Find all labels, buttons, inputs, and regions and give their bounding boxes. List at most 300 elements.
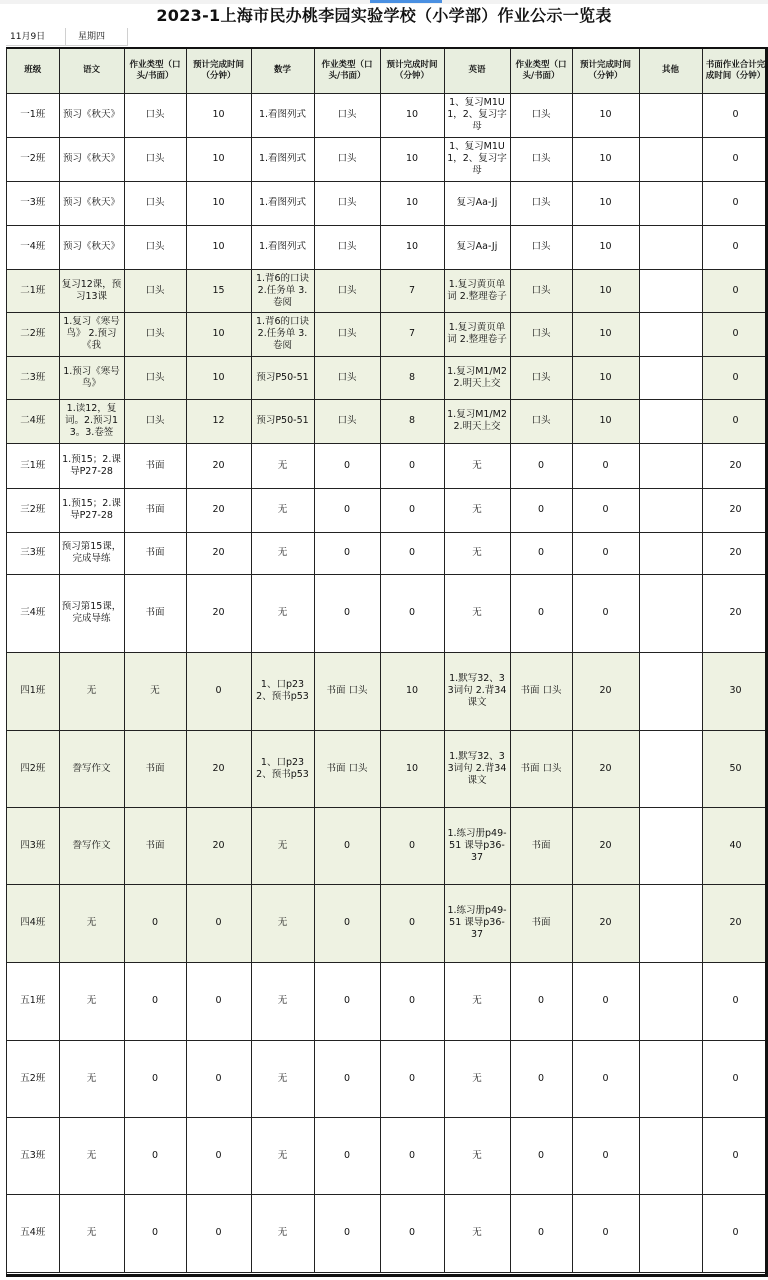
cell-text: 0 [343, 547, 351, 558]
cell-mtime[interactable] [380, 488, 444, 532]
cell-ctime[interactable] [186, 399, 251, 443]
cell-ctype[interactable] [124, 962, 186, 1040]
date-row [6, 28, 768, 46]
cell-other[interactable] [639, 399, 702, 443]
header-cell[interactable]: 其他 [639, 49, 702, 93]
cell-text: 0 [732, 1149, 739, 1161]
cell-text: 0 [537, 607, 545, 618]
cell-text: 口头 [337, 371, 357, 383]
cell-chinese[interactable] [59, 730, 124, 807]
cell-etype[interactable] [510, 730, 572, 807]
cell-chinese[interactable] [59, 574, 124, 652]
header-row [7, 49, 768, 93]
cell-ctime[interactable] [186, 93, 251, 137]
cell-ctime[interactable] [186, 532, 251, 574]
cell-english[interactable] [444, 884, 510, 962]
cell-etype[interactable] [510, 652, 572, 730]
cell-etime[interactable] [572, 93, 639, 137]
cell-etime[interactable] [572, 137, 639, 181]
cell-etype[interactable] [510, 807, 572, 884]
cell-english[interactable] [444, 399, 510, 443]
cell-other[interactable] [639, 962, 702, 1040]
header-cell[interactable]: 作业类型（口头/书面） [510, 49, 572, 93]
cell-mtype[interactable] [314, 225, 380, 269]
header-cell[interactable]: 预计完成时间（分钟） [380, 49, 444, 93]
cell-ctime[interactable] [186, 443, 251, 488]
cell-chinese[interactable] [59, 884, 124, 962]
cell-etype[interactable] [510, 269, 572, 312]
cell-etype[interactable] [510, 574, 572, 652]
cell-etype[interactable] [510, 1194, 572, 1272]
cell-text: 无 [472, 547, 482, 558]
cell-ctime[interactable] [186, 488, 251, 532]
cell-total[interactable] [702, 93, 768, 137]
cell-etime[interactable] [572, 884, 639, 962]
cell-other[interactable] [639, 269, 702, 312]
cell-mtime[interactable] [380, 443, 444, 488]
cell-etime[interactable] [572, 1194, 639, 1272]
cell-etype[interactable] [510, 181, 572, 225]
cell-other[interactable] [639, 652, 702, 730]
cell-other[interactable] [639, 181, 702, 225]
cell-ctime[interactable] [186, 225, 251, 269]
cell-ctype[interactable] [124, 269, 186, 312]
date-cell[interactable]: 11月9日 [6, 28, 66, 46]
cell-cls[interactable] [7, 399, 59, 443]
cell-mtime[interactable] [380, 807, 444, 884]
cell-english[interactable] [444, 532, 510, 574]
cell-english[interactable] [444, 225, 510, 269]
cell-text: 0 [408, 504, 416, 515]
cell-cls[interactable] [7, 730, 59, 807]
cell-cls[interactable] [7, 443, 59, 488]
cell-ctype[interactable] [124, 137, 186, 181]
cell-cls[interactable] [7, 1040, 59, 1117]
cell-total[interactable] [702, 962, 768, 1040]
cell-cls[interactable] [7, 181, 59, 225]
cell-total[interactable] [702, 574, 768, 652]
cell-chinese[interactable] [59, 1194, 124, 1272]
cell-mtype[interactable] [314, 532, 380, 574]
cell-cls[interactable] [7, 962, 59, 1040]
cell-ctype[interactable] [124, 488, 186, 532]
cell-etime[interactable] [572, 730, 639, 807]
cell-ctime[interactable] [186, 1040, 251, 1117]
cell-etime[interactable] [572, 652, 639, 730]
cell-total[interactable] [702, 1194, 768, 1272]
cell-text: 口头 [145, 328, 165, 339]
cell-total[interactable] [702, 443, 768, 488]
cell-other[interactable] [639, 93, 702, 137]
cell-mtype[interactable] [314, 399, 380, 443]
cell-cls[interactable] [7, 225, 59, 269]
cell-cls[interactable] [7, 652, 59, 730]
cell-other[interactable] [639, 1117, 702, 1194]
cell-text: 书面 [145, 762, 165, 774]
header-cell[interactable]: 作业类型（口头/书面） [124, 49, 186, 93]
cell-cls[interactable] [7, 807, 59, 884]
cell-total[interactable] [702, 1117, 768, 1194]
cell-mtype[interactable] [314, 962, 380, 1040]
cell-mtime[interactable] [380, 1194, 444, 1272]
cell-text: 0 [151, 995, 159, 1006]
cell-ctype[interactable] [124, 1040, 186, 1117]
cell-other[interactable] [639, 488, 702, 532]
cell-text: 书面 [145, 459, 165, 471]
cell-mtype[interactable] [314, 574, 380, 652]
cell-text: 1.复习《寒号鸟》 2.预习《我 [63, 316, 120, 351]
cell-chinese[interactable] [59, 399, 124, 443]
cell-total[interactable] [702, 1040, 768, 1117]
cell-etype[interactable] [510, 93, 572, 137]
cell-etime[interactable] [572, 574, 639, 652]
cell-math[interactable] [251, 807, 314, 884]
cell-text: 0 [732, 995, 739, 1006]
cell-math[interactable] [251, 962, 314, 1040]
cell-cls[interactable] [7, 312, 59, 356]
cell-etype[interactable] [510, 399, 572, 443]
cell-math[interactable] [251, 652, 314, 730]
cell-mtime[interactable] [380, 356, 444, 399]
cell-total[interactable] [702, 807, 768, 884]
cell-total[interactable] [702, 884, 768, 962]
cell-etype[interactable] [510, 962, 572, 1040]
cell-cls[interactable] [7, 356, 59, 399]
cell-english[interactable] [444, 730, 510, 807]
cell-mtype[interactable] [314, 269, 380, 312]
cell-text: 0 [343, 1149, 351, 1161]
cell-etime[interactable] [572, 269, 639, 312]
cell-other[interactable] [639, 807, 702, 884]
cell-english[interactable] [444, 652, 510, 730]
cell-math[interactable] [251, 574, 314, 652]
cell-ctime[interactable] [186, 884, 251, 962]
cell-mtype[interactable] [314, 807, 380, 884]
cell-text: 20 [212, 607, 225, 618]
cell-text: 五1班 [20, 995, 46, 1006]
cell-text: 0 [732, 197, 739, 208]
cell-text: 20 [212, 459, 225, 471]
table-row [7, 225, 768, 269]
cell-etype[interactable] [510, 884, 572, 962]
cell-cls[interactable] [7, 1194, 59, 1272]
cell-ctype[interactable] [124, 181, 186, 225]
cell-etime[interactable] [572, 225, 639, 269]
cell-total[interactable] [702, 181, 768, 225]
cell-text: 10 [405, 241, 419, 252]
cell-ctime[interactable] [186, 1194, 251, 1272]
cell-math[interactable] [251, 181, 314, 225]
cell-chinese[interactable] [59, 652, 124, 730]
cell-etype[interactable] [510, 312, 572, 356]
cell-math[interactable] [251, 312, 314, 356]
cell-mtime[interactable] [380, 532, 444, 574]
cell-ctype[interactable] [124, 356, 186, 399]
cell-cls[interactable] [7, 532, 59, 574]
cell-ctime[interactable] [186, 269, 251, 312]
cell-other[interactable] [639, 443, 702, 488]
cell-text: 20 [599, 839, 612, 851]
cell-math[interactable] [251, 1040, 314, 1117]
cell-total[interactable] [702, 399, 768, 443]
cell-etype[interactable] [510, 1040, 572, 1117]
cell-ctime[interactable] [186, 1117, 251, 1194]
cell-text: 15 [212, 284, 225, 296]
cell-math[interactable] [251, 399, 314, 443]
cell-mtime[interactable] [380, 312, 444, 356]
cell-text: 0 [602, 547, 609, 558]
cell-mtime[interactable] [380, 1040, 444, 1117]
cell-other[interactable] [639, 312, 702, 356]
cell-other[interactable] [639, 1040, 702, 1117]
cell-english[interactable] [444, 574, 510, 652]
cell-mtype[interactable] [314, 884, 380, 962]
cell-english[interactable] [444, 1117, 510, 1194]
cell-etype[interactable] [510, 532, 572, 574]
cell-mtype[interactable] [314, 1040, 380, 1117]
cell-mtype[interactable] [314, 488, 380, 532]
cell-ctype[interactable] [124, 225, 186, 269]
cell-math[interactable] [251, 532, 314, 574]
cell-etime[interactable] [572, 488, 639, 532]
cell-math[interactable] [251, 93, 314, 137]
cell-chinese[interactable] [59, 225, 124, 269]
cell-cls[interactable] [7, 93, 59, 137]
cell-etype[interactable] [510, 1117, 572, 1194]
cell-mtime[interactable] [380, 962, 444, 1040]
cell-etime[interactable] [572, 443, 639, 488]
cell-etime[interactable] [572, 962, 639, 1040]
cell-chinese[interactable] [59, 269, 124, 312]
cell-chinese[interactable] [59, 137, 124, 181]
cell-text: 无 [277, 995, 288, 1006]
header-cell[interactable]: 预计完成时间（分钟） [186, 49, 251, 93]
cell-ctype[interactable] [124, 93, 186, 137]
cell-cls[interactable] [7, 137, 59, 181]
cell-other[interactable] [639, 137, 702, 181]
cell-math[interactable] [251, 137, 314, 181]
cell-ctype[interactable] [124, 807, 186, 884]
cell-ctime[interactable] [186, 137, 251, 181]
cell-chinese[interactable] [59, 443, 124, 488]
cell-cls[interactable] [7, 574, 59, 652]
cell-etime[interactable] [572, 181, 639, 225]
cell-ctype[interactable] [124, 1194, 186, 1272]
cell-total[interactable] [702, 652, 768, 730]
table-row [7, 269, 768, 312]
cell-etype[interactable] [510, 225, 572, 269]
cell-etime[interactable] [572, 532, 639, 574]
table-row [7, 730, 768, 807]
cell-math[interactable] [251, 225, 314, 269]
cell-ctype[interactable] [124, 1117, 186, 1194]
cell-math[interactable] [251, 488, 314, 532]
header-cell[interactable]: 数学 [251, 49, 314, 93]
cell-chinese[interactable] [59, 962, 124, 1040]
header-cell[interactable]: 英语 [444, 49, 510, 93]
cell-text: 0 [408, 995, 416, 1006]
cell-english[interactable] [444, 93, 510, 137]
cell-chinese[interactable] [59, 807, 124, 884]
cell-chinese[interactable] [59, 488, 124, 532]
cell-english[interactable] [444, 269, 510, 312]
cell-chinese[interactable] [59, 1117, 124, 1194]
cell-mtype[interactable] [314, 137, 380, 181]
cell-english[interactable] [444, 962, 510, 1040]
cell-etype[interactable] [510, 137, 572, 181]
cell-text: 0 [537, 1149, 545, 1161]
cell-mtime[interactable] [380, 730, 444, 807]
cell-etime[interactable] [572, 1117, 639, 1194]
cell-mtime[interactable] [380, 93, 444, 137]
cell-ctime[interactable] [186, 181, 251, 225]
cell-chinese[interactable] [59, 312, 124, 356]
cell-ctime[interactable] [186, 730, 251, 807]
cell-ctime[interactable] [186, 312, 251, 356]
cell-text: 40 [729, 839, 742, 851]
cell-chinese[interactable] [59, 93, 124, 137]
table-row [7, 807, 768, 884]
cell-math[interactable] [251, 356, 314, 399]
cell-etime[interactable] [572, 807, 639, 884]
cell-mtype[interactable] [314, 1117, 380, 1194]
cell-math[interactable] [251, 443, 314, 488]
cell-mtime[interactable] [380, 884, 444, 962]
cell-other[interactable] [639, 532, 702, 574]
header-cell[interactable]: 书面作业合计完成时间（分钟） [702, 49, 768, 93]
cell-total[interactable] [702, 225, 768, 269]
cell-ctime[interactable] [186, 807, 251, 884]
cell-text: 10 [599, 415, 612, 426]
cell-english[interactable] [444, 356, 510, 399]
cell-mtype[interactable] [314, 1194, 380, 1272]
cell-english[interactable] [444, 137, 510, 181]
cell-mtime[interactable] [380, 652, 444, 730]
cell-mtype[interactable] [314, 443, 380, 488]
cell-text: 无 [277, 547, 288, 558]
cell-cls[interactable] [7, 269, 59, 312]
cell-chinese[interactable] [59, 356, 124, 399]
cell-mtime[interactable] [380, 574, 444, 652]
cell-other[interactable] [639, 225, 702, 269]
cell-english[interactable] [444, 443, 510, 488]
cell-cls[interactable] [7, 884, 59, 962]
cell-mtime[interactable] [380, 399, 444, 443]
cell-etype[interactable] [510, 356, 572, 399]
cell-ctime[interactable] [186, 652, 251, 730]
cell-total[interactable] [702, 137, 768, 181]
cell-mtype[interactable] [314, 181, 380, 225]
cell-english[interactable] [444, 488, 510, 532]
cell-total[interactable] [702, 532, 768, 574]
cell-mtime[interactable] [380, 269, 444, 312]
cell-english[interactable] [444, 312, 510, 356]
cell-ctype[interactable] [124, 443, 186, 488]
cell-ctype[interactable] [124, 884, 186, 962]
cell-text: 0 [732, 328, 739, 339]
cell-ctime[interactable] [186, 574, 251, 652]
cell-text: 10 [599, 153, 612, 164]
cell-english[interactable] [444, 807, 510, 884]
cell-mtype[interactable] [314, 652, 380, 730]
cell-mtype[interactable] [314, 356, 380, 399]
cell-english[interactable] [444, 1040, 510, 1117]
cell-text: 0 [343, 1072, 351, 1084]
cell-math[interactable] [251, 1194, 314, 1272]
cell-cls[interactable] [7, 488, 59, 532]
weekday-cell[interactable]: 星期四 [66, 28, 128, 46]
table-row [7, 1040, 768, 1117]
cell-ctype[interactable] [124, 312, 186, 356]
cell-mtype[interactable] [314, 93, 380, 137]
header-cell[interactable]: 预计完成时间（分钟） [572, 49, 639, 93]
cell-ctype[interactable] [124, 574, 186, 652]
cell-mtime[interactable] [380, 1117, 444, 1194]
cell-math[interactable] [251, 730, 314, 807]
cell-total[interactable] [702, 269, 768, 312]
cell-ctype[interactable] [124, 652, 186, 730]
cell-other[interactable] [639, 356, 702, 399]
cell-etime[interactable] [572, 312, 639, 356]
cell-text: 1.练习册p49-51 课导p36-37 [447, 905, 507, 940]
header-cell[interactable]: 作业类型（口头/书面） [314, 49, 380, 93]
cell-chinese[interactable] [59, 1040, 124, 1117]
cell-total[interactable] [702, 312, 768, 356]
cell-english[interactable] [444, 1194, 510, 1272]
cell-etime[interactable] [572, 399, 639, 443]
cell-mtype[interactable] [314, 730, 380, 807]
cell-ctime[interactable] [186, 962, 251, 1040]
cell-etime[interactable] [572, 356, 639, 399]
cell-ctype[interactable] [124, 399, 186, 443]
cell-total[interactable] [702, 356, 768, 399]
cell-mtype[interactable] [314, 312, 380, 356]
cell-other[interactable] [639, 730, 702, 807]
cell-math[interactable] [251, 269, 314, 312]
cell-text: 0 [215, 1072, 222, 1084]
cell-ctime[interactable] [186, 356, 251, 399]
cell-math[interactable] [251, 1117, 314, 1194]
header-cell[interactable]: 语文 [59, 49, 124, 93]
cell-other[interactable] [639, 884, 702, 962]
cell-other[interactable] [639, 1194, 702, 1272]
cell-text: 10 [599, 241, 612, 252]
cell-text: 0 [732, 109, 739, 120]
cell-english[interactable] [444, 181, 510, 225]
cell-text: 0 [732, 1227, 739, 1238]
cell-ctype[interactable] [124, 532, 186, 574]
cell-text: 口头 [531, 109, 551, 120]
cell-chinese[interactable] [59, 181, 124, 225]
cell-text: 无 [277, 504, 288, 515]
header-cell[interactable]: 班级 [7, 49, 59, 93]
cell-etype[interactable] [510, 488, 572, 532]
cell-etime[interactable] [572, 1040, 639, 1117]
cell-ctype[interactable] [124, 730, 186, 807]
cell-math[interactable] [251, 884, 314, 962]
cell-mtime[interactable] [380, 137, 444, 181]
cell-other[interactable] [639, 574, 702, 652]
cell-etype[interactable] [510, 443, 572, 488]
cell-cls[interactable] [7, 1117, 59, 1194]
cell-chinese[interactable] [59, 532, 124, 574]
cell-mtime[interactable] [380, 225, 444, 269]
cell-total[interactable] [702, 488, 768, 532]
cell-text: 1.默写32、33词句 2.背34课文 [447, 673, 507, 708]
cell-mtime[interactable] [380, 181, 444, 225]
cell-total[interactable] [702, 730, 768, 807]
cell-text: 五4班 [20, 1227, 46, 1238]
